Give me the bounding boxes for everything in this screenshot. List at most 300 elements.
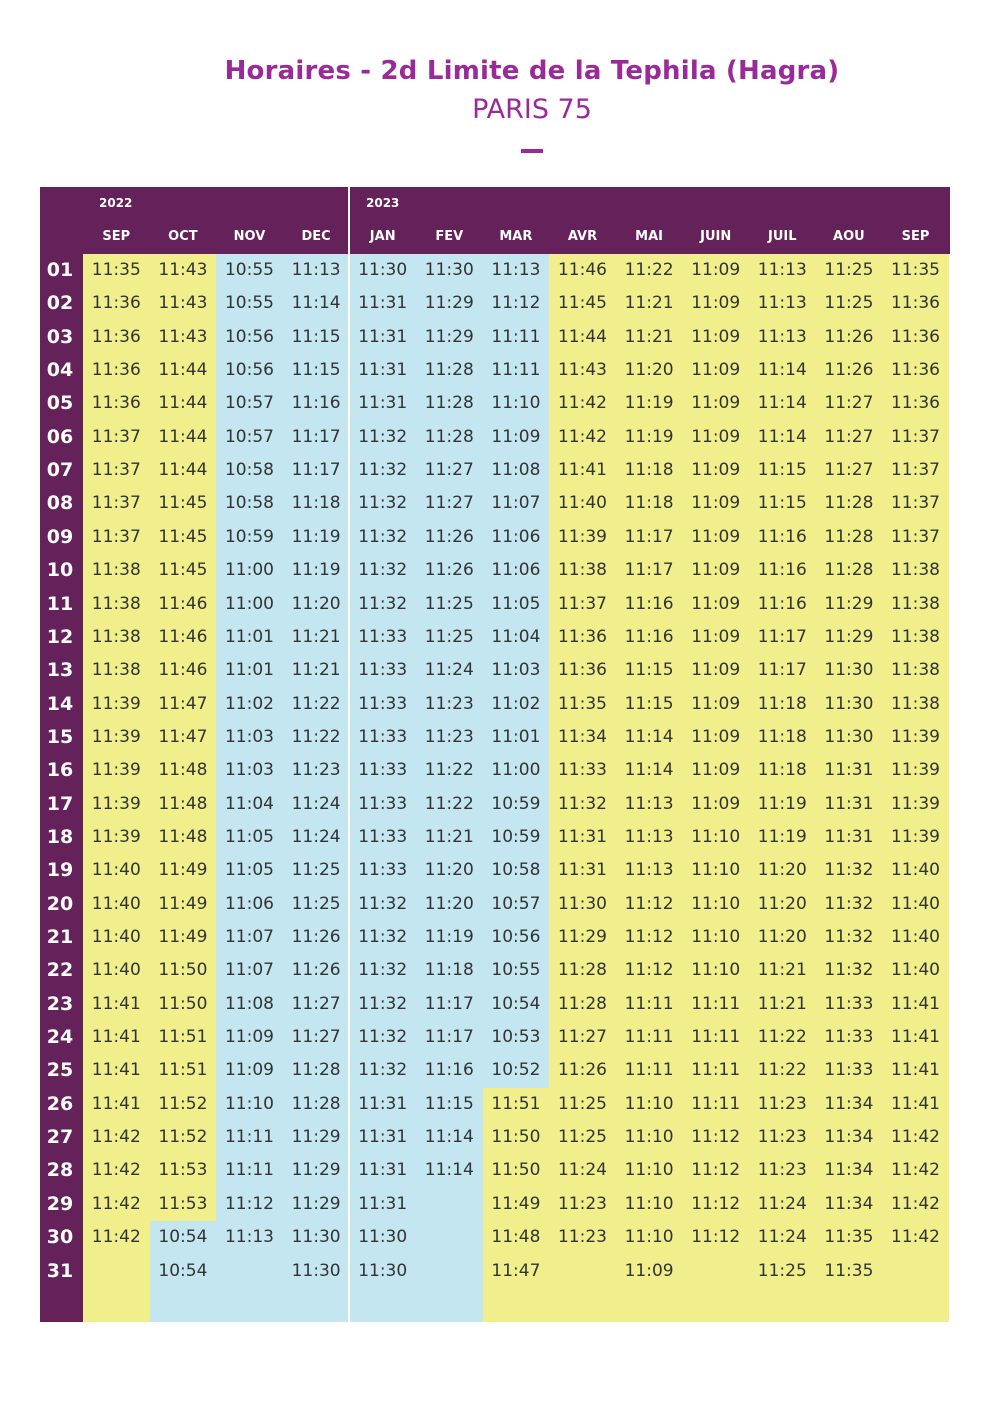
time-cell: 11:23 bbox=[424, 726, 474, 747]
time-cell: 11:07 bbox=[224, 927, 274, 947]
time-cell: 11:40 bbox=[91, 960, 141, 981]
time-cell: 11:27 bbox=[424, 460, 474, 481]
time-cell: 11:42 bbox=[91, 1127, 141, 1148]
time-cell: 11:10 bbox=[691, 960, 741, 981]
time-cell: 11:16 bbox=[624, 593, 674, 614]
time-cell: 11:09 bbox=[691, 426, 741, 447]
time-cell: 11:37 bbox=[91, 460, 141, 481]
time-cell: 11:30 bbox=[824, 693, 874, 714]
time-cell: 11:36 bbox=[91, 360, 141, 381]
time-cell: 11:31 bbox=[824, 826, 874, 847]
time-cell: 11:19 bbox=[624, 393, 674, 414]
day-label: 25 bbox=[46, 1059, 74, 1082]
time-cell: 11:25 bbox=[557, 1093, 607, 1114]
time-cell: 11:32 bbox=[358, 893, 408, 914]
time-cell: 11:32 bbox=[358, 493, 408, 514]
time-cell: 11:52 bbox=[158, 1093, 208, 1114]
time-cell: 11:18 bbox=[624, 460, 674, 481]
day-label: 13 bbox=[46, 659, 74, 682]
time-cell: 11:43 bbox=[158, 260, 208, 280]
time-cell: 11:17 bbox=[624, 560, 674, 581]
time-cell: 10:55 bbox=[224, 260, 274, 280]
time-cell: 11:09 bbox=[691, 626, 741, 647]
time-cell: 11:40 bbox=[91, 860, 141, 881]
time-cell: 11:06 bbox=[224, 893, 274, 914]
time-cell: 11:51 bbox=[158, 1027, 208, 1048]
time-cell: 11:23 bbox=[291, 760, 341, 781]
time-cell: 11:32 bbox=[358, 560, 408, 581]
month-header: FEV bbox=[435, 229, 464, 244]
time-cell: 11:50 bbox=[491, 1127, 541, 1148]
time-cell: 11:11 bbox=[491, 360, 541, 381]
time-cell: 11:33 bbox=[358, 693, 408, 714]
time-cell: 11:15 bbox=[757, 493, 807, 514]
time-cell: 11:41 bbox=[91, 1027, 141, 1048]
time-cell: 11:29 bbox=[824, 626, 874, 647]
time-cell: 11:35 bbox=[824, 1227, 874, 1248]
day-label: 15 bbox=[46, 725, 74, 748]
time-cell: 11:23 bbox=[557, 1193, 607, 1214]
month-header: NOV bbox=[233, 229, 266, 244]
time-cell: 11:32 bbox=[358, 960, 408, 981]
time-cell: 11:37 bbox=[890, 426, 940, 447]
time-cell: 11:45 bbox=[557, 293, 607, 314]
time-cell: 11:45 bbox=[158, 493, 208, 514]
time-cell: 11:42 bbox=[890, 1160, 940, 1181]
time-cell: 11:29 bbox=[824, 593, 874, 614]
time-cell: 11:40 bbox=[890, 860, 940, 881]
time-cell: 11:28 bbox=[824, 526, 874, 547]
time-cell: 11:40 bbox=[91, 927, 141, 947]
time-cell: 11:42 bbox=[890, 1127, 940, 1148]
time-cell: 11:26 bbox=[291, 927, 341, 947]
time-cell: 11:30 bbox=[291, 1260, 341, 1281]
time-cell: 11:09 bbox=[691, 693, 741, 714]
time-cell: 11:20 bbox=[624, 360, 674, 381]
time-cell: 11:44 bbox=[557, 326, 607, 347]
time-cell: 11:36 bbox=[91, 393, 141, 414]
day-label: 29 bbox=[46, 1192, 74, 1215]
day-label: 01 bbox=[46, 259, 74, 281]
time-cell: 11:42 bbox=[557, 426, 607, 447]
time-cell: 11:53 bbox=[158, 1193, 208, 1214]
time-cell: 11:39 bbox=[91, 793, 141, 814]
time-cell: 11:08 bbox=[224, 993, 274, 1014]
time-cell: 11:09 bbox=[691, 793, 741, 814]
time-cell: 11:33 bbox=[824, 993, 874, 1014]
time-cell: 11:41 bbox=[91, 1093, 141, 1114]
time-cell: 11:22 bbox=[757, 1060, 807, 1081]
time-cell: 11:25 bbox=[824, 260, 874, 280]
time-cell: 11:27 bbox=[291, 993, 341, 1014]
time-cell: 10:58 bbox=[491, 860, 541, 881]
time-cell: 11:31 bbox=[358, 1127, 408, 1148]
time-cell: 11:10 bbox=[491, 393, 541, 414]
time-cell: 11:38 bbox=[890, 693, 940, 714]
time-cell: 10:57 bbox=[224, 393, 274, 414]
time-cell: 11:19 bbox=[757, 793, 807, 814]
time-cell: 11:05 bbox=[491, 593, 541, 614]
time-cell: 11:53 bbox=[158, 1160, 208, 1181]
time-cell: 11:14 bbox=[424, 1127, 474, 1148]
time-cell: 11:13 bbox=[757, 293, 807, 314]
time-cell: 11:15 bbox=[624, 693, 674, 714]
time-cell: 11:11 bbox=[491, 326, 541, 347]
time-cell: 11:33 bbox=[358, 726, 408, 747]
time-cell: 11:31 bbox=[358, 326, 408, 347]
time-cell: 11:16 bbox=[424, 1060, 474, 1081]
time-cell: 11:23 bbox=[757, 1093, 807, 1114]
time-cell: 11:11 bbox=[624, 1060, 674, 1081]
time-cell: 11:25 bbox=[424, 626, 474, 647]
time-cell: 11:10 bbox=[224, 1093, 274, 1114]
time-cell: 11:25 bbox=[757, 1260, 807, 1281]
time-cell: 11:31 bbox=[358, 293, 408, 314]
time-cell: 11:17 bbox=[757, 660, 807, 681]
time-cell: 11:20 bbox=[291, 593, 341, 614]
time-cell: 11:27 bbox=[824, 460, 874, 481]
time-cell: 11:49 bbox=[491, 1193, 541, 1214]
day-label: 16 bbox=[46, 759, 74, 782]
time-cell: 11:36 bbox=[557, 626, 607, 647]
time-cell: 11:28 bbox=[824, 493, 874, 514]
time-cell: 11:31 bbox=[824, 793, 874, 814]
time-cell: 10:53 bbox=[491, 1027, 541, 1048]
time-cell: 11:39 bbox=[557, 526, 607, 547]
time-cell: 11:14 bbox=[757, 360, 807, 381]
time-cell: 11:01 bbox=[224, 626, 274, 647]
time-cell: 11:21 bbox=[624, 326, 674, 347]
time-cell: 11:12 bbox=[691, 1127, 741, 1148]
time-cell: 11:15 bbox=[291, 360, 341, 381]
month-header: JAN bbox=[369, 229, 396, 244]
time-cell: 10:57 bbox=[224, 426, 274, 447]
time-cell: 11:41 bbox=[890, 1093, 940, 1114]
time-cell: 11:38 bbox=[890, 560, 940, 581]
time-cell: 11:13 bbox=[624, 826, 674, 847]
day-label: 24 bbox=[46, 1026, 74, 1049]
day-label: 20 bbox=[46, 892, 74, 915]
title-dash bbox=[521, 149, 543, 153]
time-cell: 11:26 bbox=[824, 360, 874, 381]
time-cell: 11:09 bbox=[691, 760, 741, 781]
time-cell: 11:32 bbox=[824, 893, 874, 914]
day-label: 23 bbox=[46, 992, 74, 1015]
day-label: 09 bbox=[46, 525, 74, 548]
time-cell: 11:04 bbox=[224, 793, 274, 814]
time-cell: 11:00 bbox=[224, 560, 274, 581]
time-cell: 11:23 bbox=[757, 1127, 807, 1148]
time-cell: 11:14 bbox=[757, 393, 807, 414]
time-cell: 11:28 bbox=[824, 560, 874, 581]
time-cell: 11:16 bbox=[757, 526, 807, 547]
time-cell: 11:09 bbox=[691, 293, 741, 314]
time-cell: 11:30 bbox=[291, 1227, 341, 1248]
time-cell: 11:20 bbox=[424, 893, 474, 914]
time-cell: 11:41 bbox=[890, 1027, 940, 1048]
day-label: 07 bbox=[46, 459, 74, 482]
time-cell: 11:27 bbox=[291, 1027, 341, 1048]
time-cell: 11:13 bbox=[291, 260, 341, 280]
time-cell: 11:39 bbox=[890, 726, 940, 747]
time-cell: 11:25 bbox=[291, 893, 341, 914]
day-label: 10 bbox=[46, 559, 74, 582]
time-cell: 11:06 bbox=[491, 526, 541, 547]
time-cell: 11:25 bbox=[424, 593, 474, 614]
time-cell: 11:44 bbox=[158, 360, 208, 381]
time-cell: 11:37 bbox=[91, 493, 141, 514]
day-label: 17 bbox=[46, 792, 74, 815]
time-cell: 11:32 bbox=[358, 993, 408, 1014]
time-cell: 11:33 bbox=[358, 826, 408, 847]
time-cell: 11:32 bbox=[358, 593, 408, 614]
time-cell: 11:20 bbox=[424, 860, 474, 881]
time-cell: 11:29 bbox=[557, 927, 607, 947]
time-cell: 11:31 bbox=[824, 760, 874, 781]
time-cell: 11:41 bbox=[91, 1060, 141, 1081]
time-cell: 11:03 bbox=[224, 760, 274, 781]
time-cell: 11:32 bbox=[358, 426, 408, 447]
time-cell: 11:25 bbox=[824, 293, 874, 314]
time-cell: 11:43 bbox=[158, 326, 208, 347]
time-cell: 10:55 bbox=[224, 293, 274, 314]
time-cell: 11:11 bbox=[224, 1127, 274, 1148]
time-cell: 11:27 bbox=[824, 426, 874, 447]
time-cell: 11:13 bbox=[491, 260, 541, 280]
time-cell: 10:52 bbox=[491, 1060, 541, 1081]
time-cell: 11:29 bbox=[424, 293, 474, 314]
time-cell: 11:21 bbox=[291, 626, 341, 647]
time-cell: 11:39 bbox=[91, 760, 141, 781]
time-cell: 11:35 bbox=[557, 693, 607, 714]
time-cell: 11:31 bbox=[358, 360, 408, 381]
time-cell: 11:31 bbox=[358, 1093, 408, 1114]
time-cell: 11:42 bbox=[890, 1193, 940, 1214]
time-cell: 11:30 bbox=[424, 260, 474, 280]
time-cell: 11:37 bbox=[890, 460, 940, 481]
time-cell: 11:10 bbox=[624, 1193, 674, 1214]
time-cell: 11:27 bbox=[424, 493, 474, 514]
day-label: 30 bbox=[46, 1226, 74, 1249]
time-cell: 11:38 bbox=[890, 593, 940, 614]
time-cell: 11:28 bbox=[424, 360, 474, 381]
time-cell: 11:20 bbox=[757, 893, 807, 914]
time-cell: 11:02 bbox=[491, 693, 541, 714]
time-cell: 11:14 bbox=[757, 426, 807, 447]
day-label: 05 bbox=[46, 392, 74, 415]
time-cell: 11:28 bbox=[557, 993, 607, 1014]
time-cell: 11:31 bbox=[557, 860, 607, 881]
time-cell: 11:32 bbox=[824, 960, 874, 981]
time-cell: 11:50 bbox=[158, 993, 208, 1014]
time-cell: 11:10 bbox=[691, 860, 741, 881]
time-cell: 11:35 bbox=[91, 260, 141, 280]
time-cell: 11:40 bbox=[890, 960, 940, 981]
time-cell: 11:18 bbox=[757, 760, 807, 781]
time-cell: 10:59 bbox=[224, 526, 274, 547]
time-cell: 11:09 bbox=[691, 726, 741, 747]
time-cell: 11:48 bbox=[491, 1227, 541, 1248]
time-cell: 11:32 bbox=[824, 927, 874, 947]
time-cell: 11:33 bbox=[358, 860, 408, 881]
time-cell: 11:33 bbox=[824, 1060, 874, 1081]
time-cell: 11:23 bbox=[757, 1160, 807, 1181]
time-cell: 11:11 bbox=[691, 993, 741, 1014]
time-cell: 11:32 bbox=[358, 526, 408, 547]
time-cell: 11:27 bbox=[557, 1027, 607, 1048]
time-cell: 11:33 bbox=[358, 760, 408, 781]
time-cell: 11:10 bbox=[624, 1093, 674, 1114]
time-cell: 11:12 bbox=[691, 1160, 741, 1181]
time-cell: 11:42 bbox=[890, 1227, 940, 1248]
time-cell: 11:43 bbox=[158, 293, 208, 314]
time-cell: 11:09 bbox=[691, 560, 741, 581]
time-cell: 11:26 bbox=[424, 560, 474, 581]
time-cell: 11:09 bbox=[691, 493, 741, 514]
time-cell: 11:34 bbox=[824, 1127, 874, 1148]
time-cell: 11:37 bbox=[890, 493, 940, 514]
time-cell: 11:09 bbox=[224, 1027, 274, 1048]
day-label: 27 bbox=[46, 1126, 74, 1149]
time-cell: 11:09 bbox=[691, 526, 741, 547]
time-cell: 11:09 bbox=[691, 460, 741, 481]
year-label-2022: 2022 bbox=[99, 196, 133, 210]
time-cell: 11:30 bbox=[824, 726, 874, 747]
time-cell: 11:11 bbox=[691, 1060, 741, 1081]
time-cell: 11:29 bbox=[291, 1193, 341, 1214]
time-cell: 11:30 bbox=[358, 260, 408, 280]
day-label: 03 bbox=[46, 325, 74, 348]
time-cell: 11:39 bbox=[91, 693, 141, 714]
time-cell: 11:24 bbox=[291, 793, 341, 814]
month-header: AVR bbox=[567, 229, 598, 244]
time-cell: 11:45 bbox=[158, 560, 208, 581]
time-cell: 11:21 bbox=[424, 826, 474, 847]
time-cell: 11:50 bbox=[491, 1160, 541, 1181]
time-cell: 11:10 bbox=[691, 826, 741, 847]
time-cell: 11:29 bbox=[291, 1160, 341, 1181]
time-cell: 11:09 bbox=[624, 1260, 674, 1281]
time-cell: 11:25 bbox=[291, 860, 341, 881]
time-cell: 10:56 bbox=[224, 360, 274, 381]
time-cell: 11:36 bbox=[91, 326, 141, 347]
time-cell: 11:16 bbox=[757, 560, 807, 581]
time-cell: 11:13 bbox=[757, 260, 807, 280]
time-cell: 11:09 bbox=[691, 393, 741, 414]
time-cell: 11:24 bbox=[757, 1193, 807, 1214]
time-cell: 11:32 bbox=[358, 460, 408, 481]
time-cell: 11:46 bbox=[158, 626, 208, 647]
month-header: JUIN bbox=[700, 229, 732, 244]
time-cell: 11:40 bbox=[890, 893, 940, 914]
time-cell: 11:07 bbox=[491, 493, 541, 514]
time-cell: 11:19 bbox=[291, 560, 341, 581]
time-cell: 11:10 bbox=[691, 893, 741, 914]
time-cell: 11:09 bbox=[691, 593, 741, 614]
time-cell: 11:18 bbox=[624, 493, 674, 514]
time-cell: 11:22 bbox=[624, 260, 674, 280]
time-cell: 11:25 bbox=[557, 1127, 607, 1148]
time-cell: 11:49 bbox=[158, 927, 208, 947]
time-cell: 11:49 bbox=[158, 860, 208, 881]
time-cell: 11:13 bbox=[624, 793, 674, 814]
time-cell: 10:58 bbox=[224, 460, 274, 481]
time-cell: 11:06 bbox=[491, 560, 541, 581]
time-cell: 11:10 bbox=[691, 927, 741, 947]
time-cell: 11:26 bbox=[424, 526, 474, 547]
time-cell: 11:33 bbox=[358, 626, 408, 647]
time-cell: 11:09 bbox=[491, 426, 541, 447]
time-cell: 11:24 bbox=[757, 1227, 807, 1248]
time-cell: 11:18 bbox=[757, 693, 807, 714]
time-cell: 11:42 bbox=[91, 1193, 141, 1214]
time-cell: 11:35 bbox=[890, 260, 940, 280]
time-cell: 11:24 bbox=[424, 660, 474, 681]
time-cell: 11:37 bbox=[557, 593, 607, 614]
time-cell: 11:30 bbox=[824, 660, 874, 681]
month-header: OCT bbox=[168, 229, 198, 244]
time-cell: 11:19 bbox=[624, 426, 674, 447]
time-cell: 11:05 bbox=[224, 860, 274, 881]
time-cell: 10:56 bbox=[224, 326, 274, 347]
day-label: 12 bbox=[46, 625, 74, 648]
time-cell: 10:54 bbox=[158, 1260, 208, 1281]
time-cell: 11:21 bbox=[624, 293, 674, 314]
schedule-table bbox=[40, 187, 950, 1322]
time-cell: 11:42 bbox=[91, 1227, 141, 1248]
time-cell: 11:38 bbox=[91, 593, 141, 614]
day-label: 11 bbox=[46, 592, 74, 615]
time-cell: 11:36 bbox=[890, 326, 940, 347]
month-header: MAR bbox=[499, 229, 533, 244]
time-cell: 10:56 bbox=[491, 927, 541, 947]
time-cell: 10:54 bbox=[158, 1227, 208, 1248]
time-cell bbox=[416, 1221, 483, 1254]
time-cell: 11:14 bbox=[424, 1160, 474, 1181]
time-cell: 11:21 bbox=[757, 993, 807, 1014]
time-cell: 11:24 bbox=[291, 826, 341, 847]
time-cell: 11:33 bbox=[358, 793, 408, 814]
time-cell: 11:10 bbox=[624, 1227, 674, 1248]
time-cell: 11:18 bbox=[424, 960, 474, 981]
time-cell: 11:28 bbox=[291, 1093, 341, 1114]
time-cell: 11:40 bbox=[91, 893, 141, 914]
time-cell: 11:33 bbox=[824, 1027, 874, 1048]
time-cell bbox=[416, 1255, 483, 1288]
time-cell: 11:34 bbox=[824, 1193, 874, 1214]
time-cell: 11:26 bbox=[557, 1060, 607, 1081]
day-label: 26 bbox=[46, 1092, 74, 1115]
time-cell: 11:46 bbox=[557, 260, 607, 280]
time-cell: 11:15 bbox=[291, 326, 341, 347]
time-cell bbox=[216, 1255, 283, 1288]
time-cell: 11:01 bbox=[491, 726, 541, 747]
time-cell: 11:17 bbox=[757, 626, 807, 647]
time-cell: 11:48 bbox=[158, 793, 208, 814]
time-cell: 11:19 bbox=[424, 927, 474, 947]
time-cell: 11:07 bbox=[224, 960, 274, 981]
time-cell: 11:36 bbox=[557, 660, 607, 681]
time-cell: 11:41 bbox=[890, 993, 940, 1014]
time-cell: 11:29 bbox=[424, 326, 474, 347]
page-title: Horaires - 2d Limite de la Tephila (Hagra) bbox=[224, 56, 840, 86]
month-header: SEP bbox=[901, 229, 930, 244]
time-cell: 11:38 bbox=[890, 660, 940, 681]
time-cell: 11:33 bbox=[557, 760, 607, 781]
time-cell: 11:41 bbox=[91, 993, 141, 1014]
time-cell: 11:14 bbox=[624, 726, 674, 747]
time-cell: 11:34 bbox=[824, 1093, 874, 1114]
